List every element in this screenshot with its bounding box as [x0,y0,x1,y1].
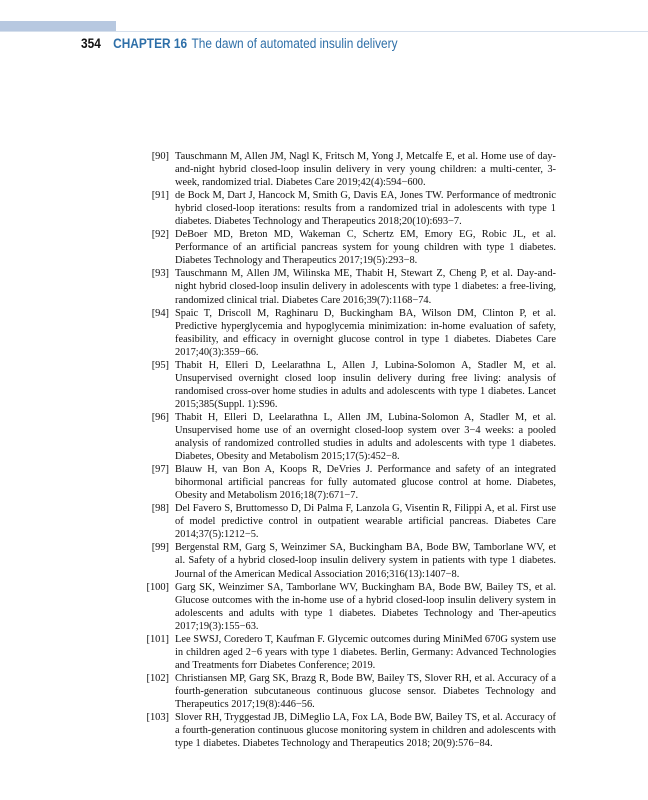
reference-number: [90] [151,151,169,162]
reference-text: Garg SK, Weinzimer SA, Tamborlane WV, Buckingham BA, Bode BW, Bailey TS, et al. Glucose outcomes with the in-home use of a hybrid closed-loop insulin delivery system in adolescents and adults with type 1 diabetes. Diabetes Technology and Ther-apeutics 2017;19(3):155−63. [175,581,556,632]
reference-number: [97] [151,464,169,476]
reference-item [137,307,556,359]
reference-text: Lee SWSJ, Coredero T, Kaufman F. Glycemic outcomes during MiniMed 670G system use in children aged 2−6 years with type 1 diabetes. Berlin, Germany: Advanced Technologies and Treatments forr Diabetes Conference; 2019. [175,633,556,671]
reference-item [137,228,556,267]
reference-text: DeBoer MD, Breton MD, Wakeman C, Schertz EM, Emory EG, Robic JL, et al. Performance of an artificial pancreas system for young children with type 1 diabetes. Diabetes Technology and Therapeutics 2017;19(5):293−8. [175,229,556,267]
reference-item [137,267,556,306]
chapter-label: CHAPTER 16 [113,36,188,51]
reference-item [137,633,556,672]
reference-item [137,541,556,580]
reference-number: [91] [151,190,169,202]
reference-list [137,150,556,750]
reference-number: [92] [151,229,169,241]
reference-number: [98] [151,503,169,515]
reference-text: Bergenstal RM, Garg S, Weinzimer SA, Buckingham BA, Bode BW, Tamborlane WV, et al. Safety of a hybrid closed-loop insulin delivery system in patients with type 1 diabetes. Journal of the American Medical Association 2016;316(13):1407−8. [175,542,556,580]
reference-number: [103] [146,712,169,724]
chapter-title: The dawn of automated insulin delivery [191,36,398,51]
reference-number: [102] [146,672,169,684]
reference-text: Slover RH, Tryggestad JB, DiMeglio LA, Fox LA, Bode BW, Bailey TS, et al. Accuracy of a fourth-generation continuous glucose monitoring system in children and adolescents with type 1 diabetes. Diabetes Technology and Therapeutics 2018; 20(9):576−84. [175,712,556,750]
page-number: 354 [81,36,101,51]
reference-number: [100] [146,581,169,593]
reference-item [137,502,556,541]
reference-item [137,359,556,411]
running-header [81,36,398,51]
header-rule [0,31,648,32]
reference-text: Blauw H, van Bon A, Koops R, DeVries J. Performance and safety of an integrated bihormonal artificial pancreas for fully automated glucose control at home. Diabetes, Obesity and Metabolism 2016;18(7):671−7. [175,464,556,502]
reference-item [137,189,556,228]
reference-item [137,711,556,750]
reference-number: [95] [151,359,169,371]
reference-text: Thabit H, Elleri D, Leelarathna L, Allen J, Lubina-Solomon A, Stadler M, et al. Unsupervised overnight closed loop insulin delivery during free living: analysis of randomised cross-over home studies in adults and adolescents with type 1 diabetes. Lancet 2015;385(Suppl. 1):S96. [175,359,556,410]
reference-text: Del Favero S, Bruttomesso D, Di Palma F, Lanzola G, Visentin R, Filippi A, et al. First use of model predictive control in outpatient wearable artificial pancreas. Diabetes Care 2014;37(5):1212−5. [175,503,556,541]
reference-number: [93] [151,268,169,280]
reference-item [137,581,556,633]
header-accent-bar [0,21,116,31]
reference-text: Tauschmann M, Allen JM, Nagl K, Fritsch M, Yong J, Metcalfe E, et al. Home use of day-and-night hybrid closed-loop insulin delivery in very young children: a multi-center, 3-week, randomized trial. Diabetes Care 2019;42(4):594−600. [175,151,556,189]
reference-text: Tauschmann M, Allen JM, Wilinska ME, Thabit H, Stewart Z, Cheng P, et al. Day-and-night hybrid closed-loop insulin delivery in adolescents with type 1 diabetes: a free-living, randomized clinical trial. Diabetes Care 2016;39(7):1168−74. [175,268,556,306]
reference-item [137,463,556,502]
reference-text: Thabit H, Elleri D, Leelarathna L, Allen JM, Lubina-Solomon A, Stadler M, et al. Unsupervised home use of an overnight closed-loop system over 3−4 weeks: a pooled analysis of randomized controlled studies in adults and adolescents with type 1 diabetes. Diabetes, Obesity and Metabolism 2015;17(5):452−8. [175,411,556,463]
reference-number: [94] [151,307,169,319]
reference-text: de Bock M, Dart J, Hancock M, Smith G, Davis EA, Jones TW. Performance of medtronic hybrid closed-loop iterations: results from a randomized trial in adolescents with type 1 diabetes. Diabetes Technology and Therapeutics 2018;20(10):693−7. [175,190,556,228]
reference-item [137,150,556,189]
reference-item [137,411,556,463]
reference-number: [99] [151,542,169,554]
reference-number: [96] [151,411,169,423]
reference-text: Christiansen MP, Garg SK, Brazg R, Bode BW, Bailey TS, Slover RH, et al. Accuracy of a fourth-generation subcutaneous continuous glucose sensor. Diabetes Technology and Therapeutics 2017;19(8):446−56. [175,672,556,710]
reference-item [137,672,556,711]
reference-number: [101] [146,633,169,645]
reference-text: Spaic T, Driscoll M, Raghinaru D, Buckingham BA, Wilson DM, Clinton P, et al. Predictive hyperglycemia and hypoglycemia minimization: in-home evaluation of safety, feasibility, and efficacy in overnight glucose control in type 1 diabetes. Diabetes Care 2017;40(3):359−66. [175,307,556,358]
